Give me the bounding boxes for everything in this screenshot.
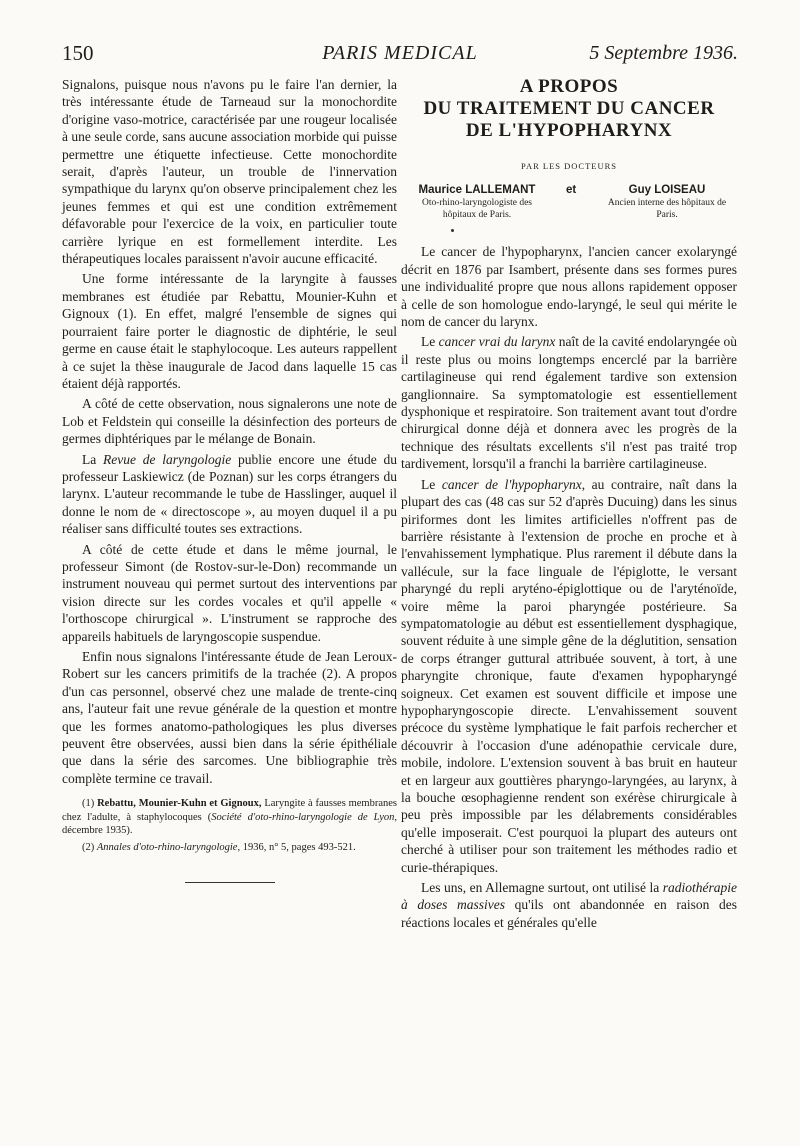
text-run: Le [421,476,442,492]
author-2 [597,183,737,221]
author-1 [407,183,547,221]
article-paragraph-1: Le cancer de l'hypopharynx, l'ancien cancer exolaryngé décrit en 1876 par Isambert, présente dans ses formes pures une individualité propre que nous allons rapidement opposer à celle de son homologue endo-laryngé, le seul qui mérite le nom de cancer du larynx. [401,244,737,330]
text-run: , décembre 1935). [62,811,397,837]
emphasis-italic: cancer de l'hypopharynx [441,476,582,492]
author-role: Ancien interne des hôpitaux de Paris. [607,198,727,221]
text-run: La [82,451,103,467]
author-name: Maurice LALLEMANT [418,184,536,197]
footnote-2 [62,841,397,855]
author-conjunction: et [566,184,577,197]
article-paragraph-4 [401,879,737,931]
left-paragraph-3: A côté de cette observation, nous signalerons une note de Lob et Feldstein qui conseille la désinfection des porteurs de germes diphtériques par le mélange de Bonain. [62,396,397,447]
title-line: DE L'HYPOPHARYNX [465,120,673,141]
emphasis-italic: radiothérapie à doses massives [401,880,737,913]
byline: PAR LES DOCTEURS [521,161,617,171]
article-paragraph-3 [401,476,737,876]
footnote-number: (1) [82,798,98,810]
issue-date: 5 Septembre 1936. [589,42,738,64]
footnote-journal: Annales d'oto-rhino-laryngologie [96,841,238,853]
left-paragraph-6: Enfin nous signalons l'intéressante étude de Jean Leroux-Robert sur les cancers primitifs de la trachée (2). A propos d'un cas personnel, observé chez une malade de trente-cinq ans, l'auteur fait une revue générale de la question et montre que les formes anatomo-pathologiques les plus diverses peuvent être observées, aussi bien dans la série épithéliale que dans la série des sarcomes. Une bibliographie très complète termine ce travail. [62,649,397,786]
left-paragraph-2: Une forme intéressante de la laryngite à fausses membranes est étudiée par Rebattu, Mounier-Kuhn et Gignoux (1). En effet, malgré l'ensemble de signes qui pourraient faire porter le diagnostic de diphtérie, le seul germe en cause était le staphylocoque. Les auteurs rappellent à ce sujet la thèse inaugurale de Jacod dans laquelle 15 cas étaient déjà rapportés. [62,271,397,391]
footnote-authors: Rebattu, Mounier-Kuhn et Gignoux, [97,798,262,810]
page-header [62,38,738,68]
authors-block [401,183,737,227]
left-paragraph-4 [62,451,397,538]
journal-name-italic: Revue de laryngologie [103,451,232,467]
text-run: , 1936, n° 5, pages 493-521. [237,841,356,853]
article-title [401,76,737,142]
footnote-journal: Société d'oto-rhino-laryngologie de Lyon [211,811,395,823]
text-run: Les uns, en Allemagne surtout, ont utilisé la [421,880,663,896]
title-line: A PROPOS [519,76,619,97]
footnote-number: (2) [82,841,97,853]
title-line: DU TRAITEMENT DU CANCER [423,98,715,119]
left-paragraph-1: Signalons, puisque nous n'avons pu le faire l'an dernier, la très intéressante étude de Tarneaud sur la monochordite d'origine vaso-motrice, caractérisée par une rougeur localisée à une seule corde, sans aucune association morbide qui puisse permettre une étiquette infectieuse. Cette monochordite serait, d'après l'auteur, un trouble de l'innervation sympathique du larynx qu'on observe principalement chez les jeunes femmes et qui est une condition extrêmement défavorable pour l'exercice de la voix, en particulier toute carrière lyrique en est formellement interdite. Les thérapeutiques locales paraissent n'avoir aucune efficacité. [62,77,397,267]
left-column [62,76,397,883]
left-paragraph-5: A côté de cette étude et dans le même journal, le professeur Simont (de Rostov-sur-le-Don) recommande un instrument nouveau qui permet surtout des interventions par vision directe sur les cordes vocales et qu'il appelle « l'orthoscope chirurgical ». L'instrument se rapproche des appareils habituels de laryngoscopie suspendue. [62,541,397,644]
section-end-rule [185,882,275,883]
right-column [401,76,737,931]
page-number: 150 [62,41,94,65]
separator-dot [451,229,454,232]
text-run: publie encore une étude du professeur Laskiewicz (de Poznan) sur les corps étrangers du larynx. L'auteur recommande le tube de Hasslinger, auquel il donne le nom de « directoscope », au moyen duquel il a pu réaliser sans difficulté toutes ses extractions. [62,451,397,537]
author-role: Oto-rhino-laryngologiste des hôpitaux de Paris. [421,198,533,221]
article-paragraph-2 [401,333,737,472]
author-name: Guy LOISEAU [628,184,706,197]
text-run: naît de la cavité endolaryngée où il reste plus ou moins longtemps encerclé par la barrière cartilagineuse qui rend également tardive son extension ganglionnaire. Sa symptomatologie est essentiellement dysphonique et respiratoire. Son traitement avant tout d'ordre chirurgical donne déjà et donnera avec les progrès de la technique des résultats excellents s'il n'est pas traité trop tardivement, lorsqu'il a franchi la barrière cartilagineuse. [401,334,737,472]
footnotes [62,797,397,854]
text-run: Le [421,334,439,350]
emphasis-italic: cancer vrai du larynx [438,334,556,350]
footnote-1 [62,797,397,838]
text-run: qu'ils ont abandonnée en raison des réactions locales et générales qu'elle [401,897,737,930]
text-run: , au contraire, naît dans la plupart des cas (48 cas sur 52 d'après Ducuing) dans les sinus piriformes dont les limites artificielles n'offrent pas de barrière résistante à l'extension de proche en proche et à l'envahissement lymphatique. Plus rarement il débute dans la vallécule, sur la face linguale de l'épiglotte, le versant pharyngé du repli aryténo-épiglottique ou de l'aryténoïde, voire même la paroi pharyngée postérieure. Sa sympatomatologie au début est essentiellement dysphagique, souvent réduite à une simple gêne de la déglutition, sensation de corps étranger guttural attribuée souvent, à tort, à une pharyngite chronique, faute d'examen hypopharyngé soigneux. Cet examen est souvent difficile et impose une hypopharyngoscopie directe. L'envahissement souvent précoce du système lymphatique le fait parfois rechercher et découvrir à l'occasion d'une adénopathie cervicale dure, mobile, indolore. L'extension souvent à bas bruit en hauteur et en largeur aux gouttières pharyngo-laryngées, au larynx, à la bouche œsophagienne rendent son exérèse chirurgicale à peu près impossible par les délabrements considérables qu'elle imposerait. C'est pourquoi la plupart des auteurs ont cherché à utiliser pour son traitement les méthodes radio et curie-thérapiques. [401,476,737,875]
journal-title: PARIS MEDICAL [322,42,478,64]
text-run: Laryngite à fausses membranes chez l'adulte, à staphylocoques ( [62,798,398,823]
